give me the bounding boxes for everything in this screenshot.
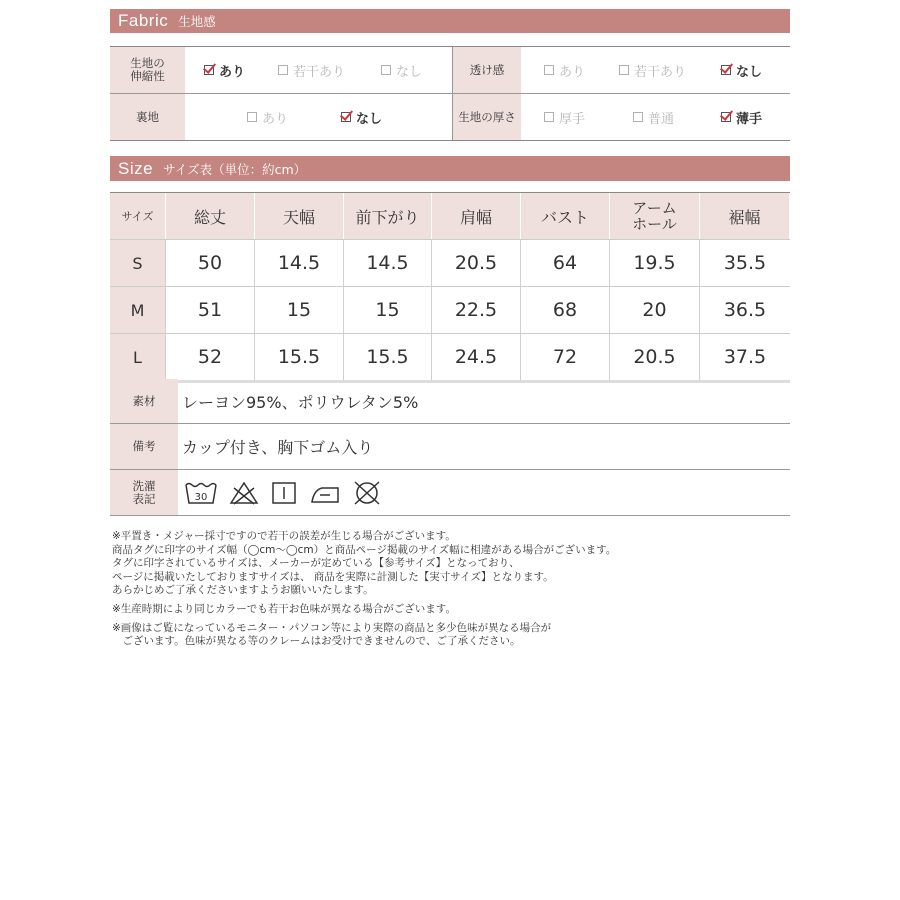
- iron-low-icon: [308, 480, 342, 506]
- cell: 50: [166, 240, 255, 286]
- header-neck-width: 天幅: [255, 193, 344, 239]
- note-line: ページに掲載いたしておりますサイズは、 商品を実際に計測した【実寸サイズ】となります。: [112, 570, 554, 583]
- header-armhole: アーム ホール: [610, 193, 700, 239]
- cell: 35.5: [723, 252, 767, 274]
- header-hem: 裾幅: [700, 193, 790, 239]
- cell: 19.5: [610, 240, 700, 286]
- checkbox-icon: [619, 65, 629, 75]
- cell: 15: [255, 287, 344, 333]
- fabric-row-1: [110, 47, 790, 94]
- thickness-option-thin: 薄手: [721, 94, 762, 140]
- table-row: [110, 240, 790, 287]
- remarks-value: カップ付き、胸下ゴム入り: [182, 438, 374, 457]
- remarks-label: 備考: [110, 424, 178, 469]
- no-bleach-icon: [228, 480, 260, 506]
- stretch-label: 生地の 伸縮性: [110, 47, 185, 93]
- checkbox-icon: [544, 112, 554, 122]
- no-dry-clean-icon: [352, 480, 382, 506]
- header-shoulder: 肩幅: [432, 193, 521, 239]
- checkbox-icon: [278, 65, 288, 75]
- checked-box-icon: [341, 112, 351, 122]
- fabric-title-en: Fabric: [118, 11, 169, 30]
- care-icons: [178, 470, 790, 515]
- size-table-header: [110, 193, 790, 240]
- checkbox-icon: [544, 65, 554, 75]
- checked-box-icon: [721, 65, 731, 75]
- note-line: ※生産時期により同じカラーでも若干お色味が異なる場合がございます。: [112, 602, 456, 615]
- sheer-option-yes: あり: [544, 47, 585, 93]
- size-section-header: [110, 156, 790, 181]
- lining-option-yes: あり: [247, 94, 288, 140]
- note-line: 商品タグに印字のサイズ幅（◯cm〜◯cm）と商品ページ掲載のサイズ幅に相違がある場合がございます。: [112, 543, 617, 556]
- checkbox-icon: [633, 112, 643, 122]
- cell: 14.5: [255, 240, 344, 286]
- fabric-section-header: [110, 9, 790, 33]
- row-size-label: L: [110, 334, 166, 380]
- cell: 14.5: [344, 240, 432, 286]
- sheer-option-no: なし: [721, 47, 762, 93]
- wash-30-icon: [184, 480, 218, 506]
- cell: 72: [521, 334, 610, 380]
- cell: 68: [521, 287, 610, 333]
- table-row: [110, 334, 790, 383]
- cell: 15.5: [255, 334, 344, 380]
- note-line: ※画像はご覧になっているモニター・パソコン等により実際の商品と多少色味が異なる場合が: [112, 621, 552, 634]
- note-line: あらかじめご了承くださいますようお願いいたします。: [112, 584, 374, 597]
- header-length: 総丈: [166, 193, 255, 239]
- table-row: [110, 287, 790, 334]
- row-size-label: S: [110, 240, 166, 286]
- cell: 36.5: [723, 299, 767, 321]
- cell: 15: [344, 287, 432, 333]
- thickness-option-thick: 厚手: [544, 94, 585, 140]
- note-line: タグに印字されているサイズは、メーカーが定めている【参考サイズ】となっており、: [112, 557, 520, 570]
- care-label: 洗濯 表記: [110, 470, 178, 515]
- checkbox-icon: [381, 65, 391, 75]
- fabric-table: [110, 46, 790, 141]
- cell: 24.5: [432, 334, 521, 380]
- material-label: 素材: [110, 379, 178, 423]
- material-row: [110, 379, 790, 424]
- cell: 20: [610, 287, 700, 333]
- header-front-drop: 前下がり: [344, 193, 432, 239]
- material-value: レーヨン95%、ポリウレタン5%: [182, 392, 419, 412]
- size-title-jp: サイズ表（単位：約cm）: [163, 161, 307, 177]
- cell: 64: [521, 240, 610, 286]
- stretch-option-no: なし: [381, 47, 422, 93]
- cell: 51: [166, 287, 255, 333]
- sheer-label: 透け感: [453, 47, 521, 93]
- cell: 20.5: [432, 240, 521, 286]
- checkbox-icon: [247, 112, 257, 122]
- lining-option-no: なし: [341, 94, 382, 140]
- fabric-row-2: [110, 94, 790, 140]
- row-size-label: M: [110, 287, 166, 333]
- checked-box-icon: [204, 65, 214, 75]
- thickness-label: 生地の厚さ: [453, 94, 521, 140]
- cell: 52: [166, 334, 255, 380]
- stretch-option-slight: 若干あり: [278, 47, 345, 93]
- care-row: [110, 470, 790, 516]
- line-dry-icon: [270, 480, 298, 506]
- size-title-en: Size: [118, 158, 154, 178]
- note-line: ※平置き・メジャー採寸ですので若干の誤差が生じる場合がございます。: [112, 530, 456, 542]
- size-table: [110, 192, 790, 383]
- note-line: ございます。色味が異なる等のクレームはお受けできませんので、ご了承ください。: [112, 635, 521, 648]
- cell: 20.5: [610, 334, 700, 380]
- header-size: サイズ: [110, 193, 166, 239]
- fabric-title-jp: 生地感: [178, 14, 216, 29]
- remarks-row: [110, 424, 790, 470]
- svg-text:30: 30: [194, 491, 208, 503]
- checked-box-icon: [721, 112, 731, 122]
- notes: [112, 530, 792, 649]
- thickness-option-normal: 普通: [633, 94, 674, 140]
- sheer-option-slight: 若干あり: [619, 47, 686, 93]
- header-bust: バスト: [521, 193, 610, 239]
- cell: 37.5: [723, 346, 767, 368]
- lining-label: 裏地: [110, 94, 185, 140]
- cell: 15.5: [344, 334, 432, 380]
- cell: 22.5: [432, 287, 521, 333]
- stretch-option-yes: あり: [204, 47, 245, 93]
